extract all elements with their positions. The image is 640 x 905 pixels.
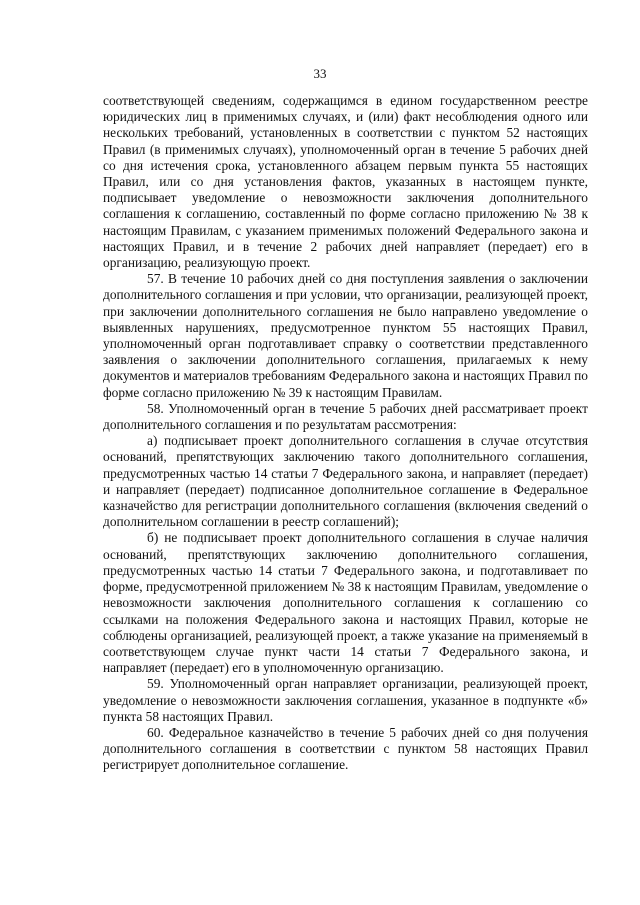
document-body bbox=[103, 93, 588, 774]
page-number: 33 bbox=[313, 66, 327, 81]
paragraph-58-b: б) не подписывает проект дополнительного соглашения в случае наличия оснований, препятствующих заключению дополнительного соглашения, предусмотренных частью 14 статьи 7 Федерального закона, и подготавливает по форме, предусмотренной приложением № 38 к настоящим Правилам, уведомление о невозможности заключения дополнительного соглашения к соглашению со ссылками на положения Федерального закона и настоящих Правил, которые не соблюдены организацией, реализующей проект, а также указание на применяемый в соответствующем случае пункт части 14 статьи 7 Федерального закона, и направляет (передает) его в уполномоченную организацию. bbox=[103, 530, 588, 676]
paragraph-continuation: соответствующей сведениям, содержащимся в едином государственном реестре юридических лиц в применимых случаях, и (или) факт несоблюдения одного или нескольких требований, установленных в соответствии с пунктом 52 настоящих Правил (в применимых случаях), уполномоченный орган в течение 5 рабочих дней со дня истечения срока, установленного абзацем первым пункта 55 настоящих Правил, или со дня установления фактов, указанных в настоящем пункте, подписывает уведомление о невозможности заключения дополнительного соглашения к соглашению, составленный по форме согласно приложению № 38 к настоящим Правилам, с указанием применимых положений Федерального закона и настоящих Правил, и в течение 2 рабочих дней направляет (передает) его в организацию, реализующую проект. bbox=[103, 93, 588, 271]
paragraph-58: 58. Уполномоченный орган в течение 5 рабочих дней рассматривает проект дополнительного соглашения и по результатам рассмотрения: bbox=[103, 400, 588, 433]
paragraph-58-a: а) подписывает проект дополнительного соглашения в случае отсутствия оснований, препятствующих заключению такого дополнительного соглашения, предусмотренных частью 14 статьи 7 Федерального закона, и направляет (передает) и направляет (передает) подписанное дополнительное соглашение в Федеральное казначейство для регистрации дополнительного соглашения (включения сведений о дополнительном соглашении в реестр соглашений); bbox=[103, 433, 588, 530]
paragraph-59: 59. Уполномоченный орган направляет организации, реализующей проект, уведомление о невозможности заключения соглашения, указанное в подпункте «б» пункта 58 настоящих Правил. bbox=[103, 676, 588, 724]
paragraph-57: 57. В течение 10 рабочих дней со дня поступления заявления о заключении дополнительного соглашения и при условии, что организации, реализующей проект, при заключении дополнительного соглашения не было направлено уведомление о выявленных нарушениях, предусмотренное пунктом 55 настоящих Правил, уполномоченный орган подготавливает справку о соответствии представленного заявления о заключении дополнительного соглашения, прилагаемых к нему документов и материалов требованиям Федерального закона и настоящих Правил по форме согласно приложению № 39 к настоящим Правилам. bbox=[103, 271, 588, 400]
paragraph-60: 60. Федеральное казначейство в течение 5 рабочих дней со дня получения дополнительного соглашения в соответствии с пунктом 58 настоящих Правил регистрирует дополнительное соглашение. bbox=[103, 724, 588, 773]
